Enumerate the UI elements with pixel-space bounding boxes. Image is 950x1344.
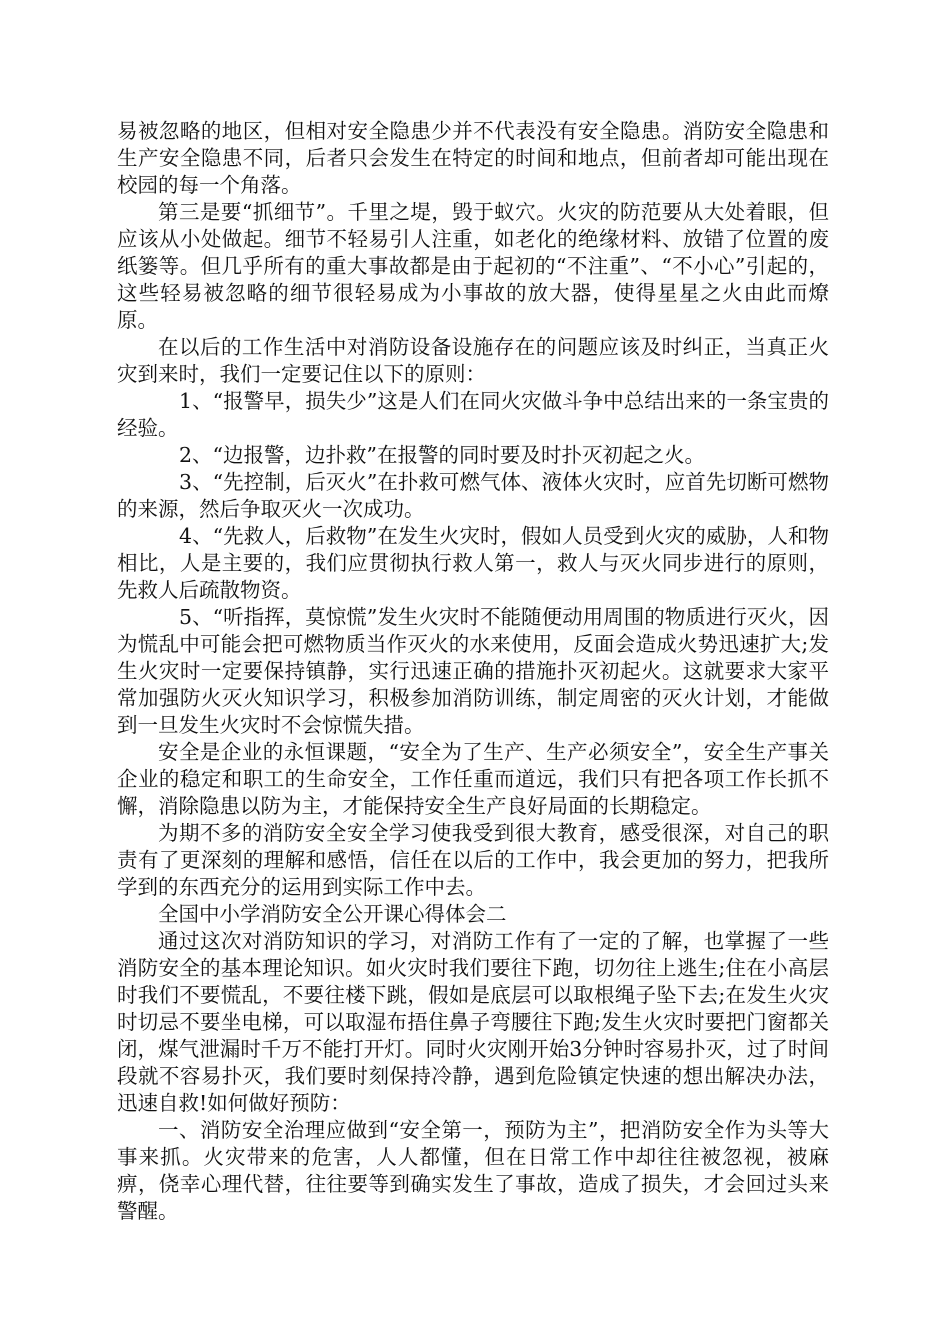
- paragraph-safety-topic: 安全是企业的永恒课题，“安全为了生产、生产必须安全”，安全生产事关企业的稳定和职工的生命安全，工作任重而道远，我们只有把各项工作长抓不懈，消除隐患以防为主，才能保持安全生产良好局面的长期稳定。: [117, 740, 829, 818]
- paragraph-principles-intro: 在以后的工作生活中对消防设备设施存在的问题应该及时纠正，当真正火灾到来时，我们一定要记住以下的原则：: [117, 335, 829, 386]
- section-heading: 全国中小学消防安全公开课心得体会二: [158, 902, 507, 926]
- list-item-principle-2: 2、“边报警，边扑救”在报警的同时要及时扑灭初起之火。: [179, 443, 706, 467]
- list-item-principle-5: 5、“听指挥，莫惊慌”发生火灾时不能随便动用周围的物质进行灭火，因为慌乱中可能会把可燃物质当作灭火的水来使用，反面会造成火势迅速扩大;发生火灾时一定要保持镇静，实行迅速正确的措施扑灭初起火。这就要求大家平常加强防火灭火知识学习，积极参加消防训练，制定周密的灭火计划，才能做到一旦发生火灾时不会惊慌失措。: [117, 605, 829, 737]
- document-body: [117, 118, 829, 1225]
- list-item-principle-4: 4、“先救人，后救物”在发生火灾时，假如人员受到火灾的威胁，人和物相比，人是主要的，我们应贯彻执行救人第一，救人与灭火同步进行的原则，先救人后疏散物资。: [117, 524, 829, 602]
- list-item-principle-3: 3、“先控制，后灭火”在扑救可燃气体、液体火灾时，应首先切断可燃物的来源，然后争取灭火一次成功。: [117, 470, 829, 521]
- paragraph-continued: 易被忽略的地区，但相对安全隐患少并不代表没有安全隐患。消防安全隐患和生产安全隐患不同，后者只会发生在特定的时间和地点，但前者却可能出现在校园的每一个角落。: [117, 119, 829, 197]
- paragraph-learning-summary: 为期不多的消防安全安全学习使我受到很大教育，感受很深，对自己的职责有了更深刻的理解和感悟，信任在以后的工作中，我会更加的努力，把我所学到的东西充分的运用到实际工作中去。: [117, 821, 829, 899]
- paragraph-details: 第三是要“抓细节”。千里之堤，毁于蚁穴。火灾的防范要从大处着眼，但应该从小处做起。细节不轻易引人注重，如老化的绝缘材料、放错了位置的废纸篓等。但几乎所有的重大事故都是由于起初的“不注重”、“不小心”引起的，这些轻易被忽略的细节很轻易成为小事故的放大器，使得星星之火由此而燎原。: [117, 200, 829, 332]
- paragraph-prevention-1: 一、消防安全治理应做到“安全第一，预防为主”，把消防安全作为头等大事来抓。火灾带来的危害，人人都懂，但在日常工作中却往往被忽视，被麻痹，侥幸心理代替，往往要等到确实发生了事故，造成了损失，才会回过头来警醒。: [117, 1118, 829, 1223]
- list-item-principle-1: 1、“报警早，损失少”这是人们在同火灾做斗争中总结出来的一条宝贵的经验。: [117, 389, 829, 440]
- paragraph-knowledge: 通过这次对消防知识的学习，对消防工作有了一定的了解，也掌握了一些消防安全的基本理论知识。如火灾时我们要往下跑，切勿往上逃生;住在小高层时我们不要慌乱，不要往楼下跳，假如是底层可以取根绳子坠下去;在发生火灾时切忌不要坐电梯，可以取湿布捂住鼻子弯腰往下跑;发生火灾时要把门窗都关闭，煤气泄漏时千万不能打开灯。同时火灾刚开始3分钟时容易扑灭，过了时间段就不容易扑灭，我们要时刻保持冷静，遇到危险镇定快速的想出解决办法，迅速自救!如何做好预防：: [117, 929, 829, 1115]
